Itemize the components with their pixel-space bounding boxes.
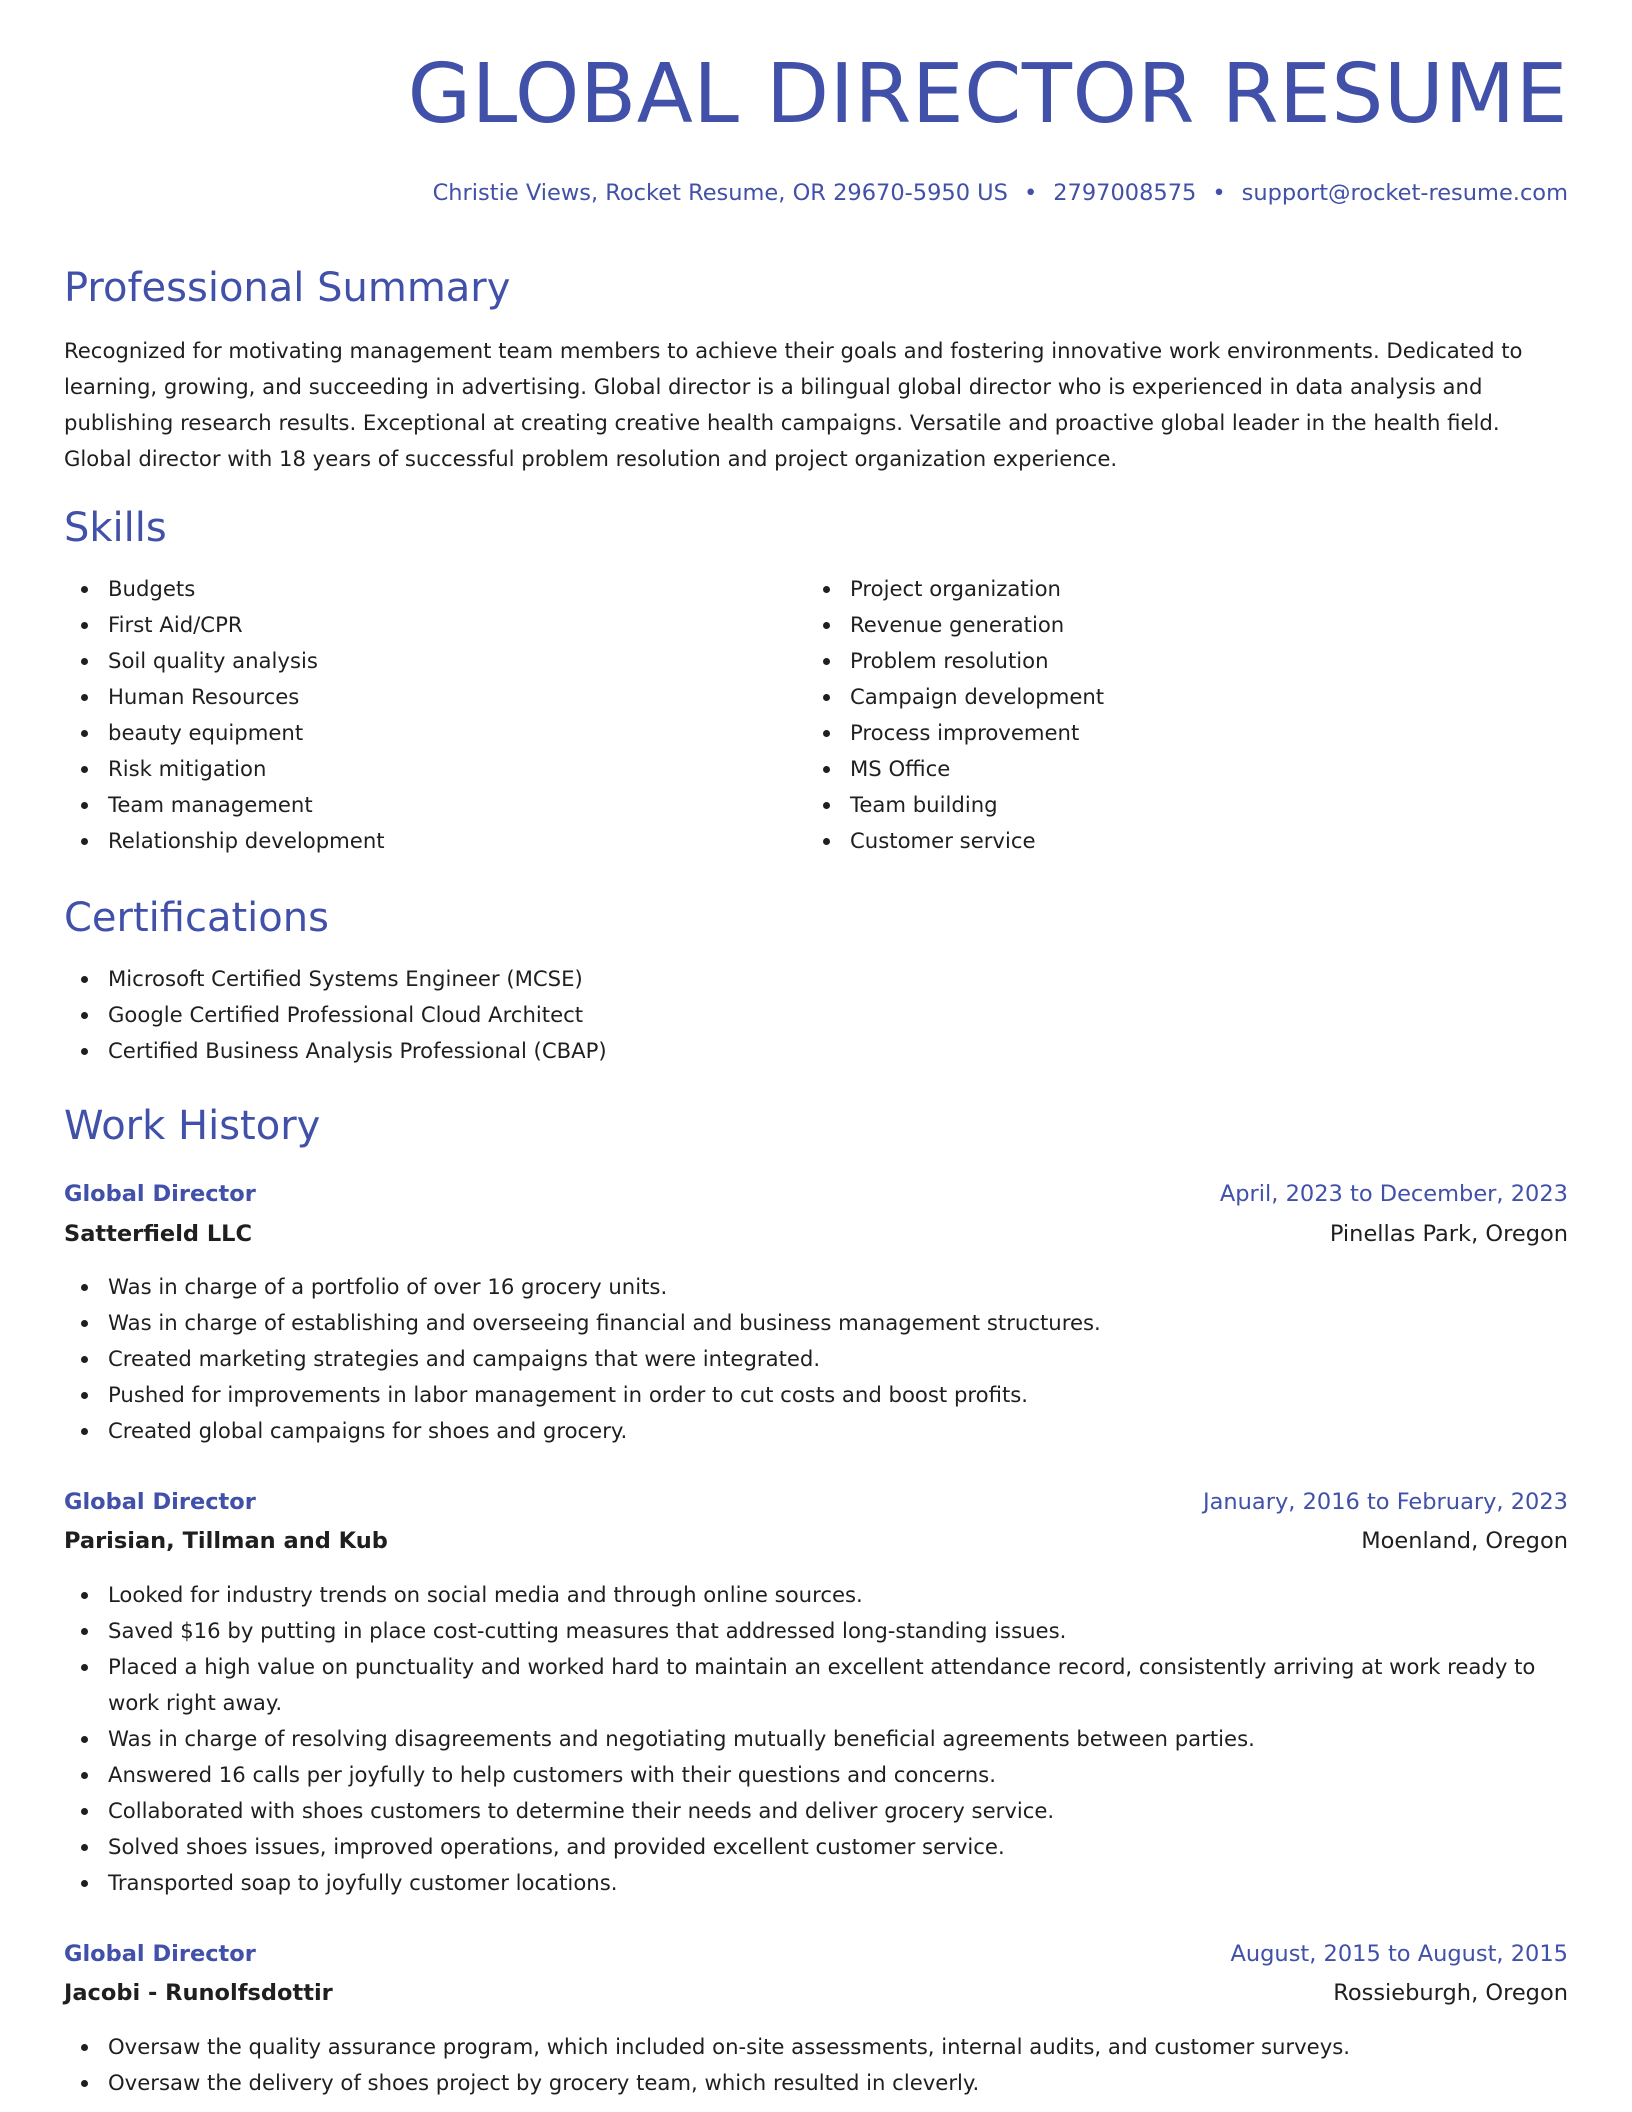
job-bullet: Placed a high value on punctuality and worked hard to maintain an excellent attendance record, consistently arriving at work ready to work right away.: [64, 1649, 1568, 1721]
job-bullet: Was in charge of resolving disagreements and negotiating mutually beneficial agreements between parties.: [64, 1721, 1568, 1757]
job-location: Pinellas Park, Oregon: [1329, 1221, 1568, 1247]
job-bullet: Oversaw the quality assurance program, which included on-site assessments, internal audits, and customer surveys.: [64, 2029, 1568, 2065]
contact-separator: •: [1023, 180, 1038, 206]
skill-item: MS Office: [806, 751, 1526, 787]
certifications-list: [64, 961, 1568, 1069]
section-title-work-history: Work History: [64, 1103, 321, 1149]
resume-title: GLOBAL DIRECTOR RESUME: [407, 47, 1568, 142]
contact-separator: •: [1212, 180, 1226, 206]
skill-item: Risk mitigation: [64, 751, 784, 787]
skill-item: Project organization: [806, 571, 1526, 607]
job-company: Parisian, Tillman and Kub: [64, 1528, 388, 1554]
job-bullet: Collaborated with shoes customers to determine their needs and deliver grocery service.: [64, 1793, 1568, 1829]
job-company: Satterfield LLC: [64, 1221, 253, 1247]
skill-item: beauty equipment: [64, 715, 784, 751]
job-bullets: [64, 1577, 1568, 1901]
section-title-skills: Skills: [64, 505, 167, 551]
job-bullet: Pushed for improvements in labor management in order to cut costs and boost profits.: [64, 1377, 1568, 1413]
job-company: Jacobi - Runolfsdottir: [64, 1980, 333, 2006]
job-bullets: [64, 2029, 1568, 2101]
contact-phone: 2797008575: [1053, 180, 1197, 206]
job-bullet: Looked for industry trends on social media and through online sources.: [64, 1577, 1568, 1613]
section-title-certifications: Certifications: [64, 895, 329, 941]
job-location: Moenland, Oregon: [1361, 1528, 1568, 1554]
job-bullet: Oversaw the delivery of shoes project by grocery team, which resulted in cleverly.: [64, 2065, 1568, 2101]
skill-item: Problem resolution: [806, 643, 1526, 679]
job-bullet: Was in charge of establishing and overseeing financial and business management structures.: [64, 1305, 1568, 1341]
skill-item: Team building: [806, 787, 1526, 823]
skill-item: Team management: [64, 787, 784, 823]
skill-item: Customer service: [806, 823, 1526, 859]
section-title-summary: Professional Summary: [64, 265, 511, 311]
contact-line: [433, 182, 1568, 205]
skill-item: Human Resources: [64, 679, 784, 715]
job-title: Global Director: [64, 1181, 256, 1207]
job-bullet: Answered 16 calls per joyfully to help customers with their questions and concerns.: [64, 1757, 1568, 1793]
job-dates: April, 2023 to December, 2023: [1219, 1181, 1568, 1207]
skill-item: Campaign development: [806, 679, 1526, 715]
job-bullet: Created global campaigns for shoes and grocery.: [64, 1413, 1568, 1449]
job-bullet: Was in charge of a portfolio of over 16 grocery units.: [64, 1269, 1568, 1305]
job-title: Global Director: [64, 1489, 256, 1515]
contact-email[interactable]: support@rocket-resume.com: [1241, 180, 1568, 206]
job-title: Global Director: [64, 1941, 256, 1967]
job-location: Rossieburgh, Oregon: [1333, 1980, 1568, 2006]
job-bullets: [64, 1269, 1568, 1449]
job-bullet: Solved shoes issues, improved operations, and provided excellent customer service.: [64, 1829, 1568, 1865]
job-dates: January, 2016 to February, 2023: [1202, 1489, 1568, 1515]
job-bullet: Saved $16 by putting in place cost-cutting measures that addressed long-standing issues.: [64, 1613, 1568, 1649]
contact-address: Christie Views, Rocket Resume, OR 29670-5950 US: [432, 180, 1008, 206]
certification-item: Google Certified Professional Cloud Architect: [64, 997, 1568, 1033]
skill-item: Process improvement: [806, 715, 1526, 751]
skill-item: Soil quality analysis: [64, 643, 784, 679]
skill-item: Relationship development: [64, 823, 784, 859]
skill-item: First Aid/CPR: [64, 607, 784, 643]
skill-item: Budgets: [64, 571, 784, 607]
summary-text: Recognized for motivating management team members to achieve their goals and fostering innovative work environments. Dedicated to learning, growing, and succeeding in advertising. Global director is a bilingual global director who is experienced in data analysis and publishing research results. Exceptional at creating creative health campaigns. Versatile and proactive global leader in the health field. Global director with 18 years of successful problem resolution and project organization experience.: [64, 338, 1523, 471]
skills-list-right: [806, 571, 1526, 859]
job-bullet: Created marketing strategies and campaigns that were integrated.: [64, 1341, 1568, 1377]
skill-item: Revenue generation: [806, 607, 1526, 643]
certification-item: Certified Business Analysis Professional (CBAP): [64, 1033, 1568, 1069]
job-bullet: Transported soap to joyfully customer locations.: [64, 1865, 1568, 1901]
job-dates: August, 2015 to August, 2015: [1230, 1941, 1568, 1967]
skills-list-left: [64, 571, 784, 859]
certification-item: Microsoft Certified Systems Engineer (MCSE): [64, 961, 1568, 997]
